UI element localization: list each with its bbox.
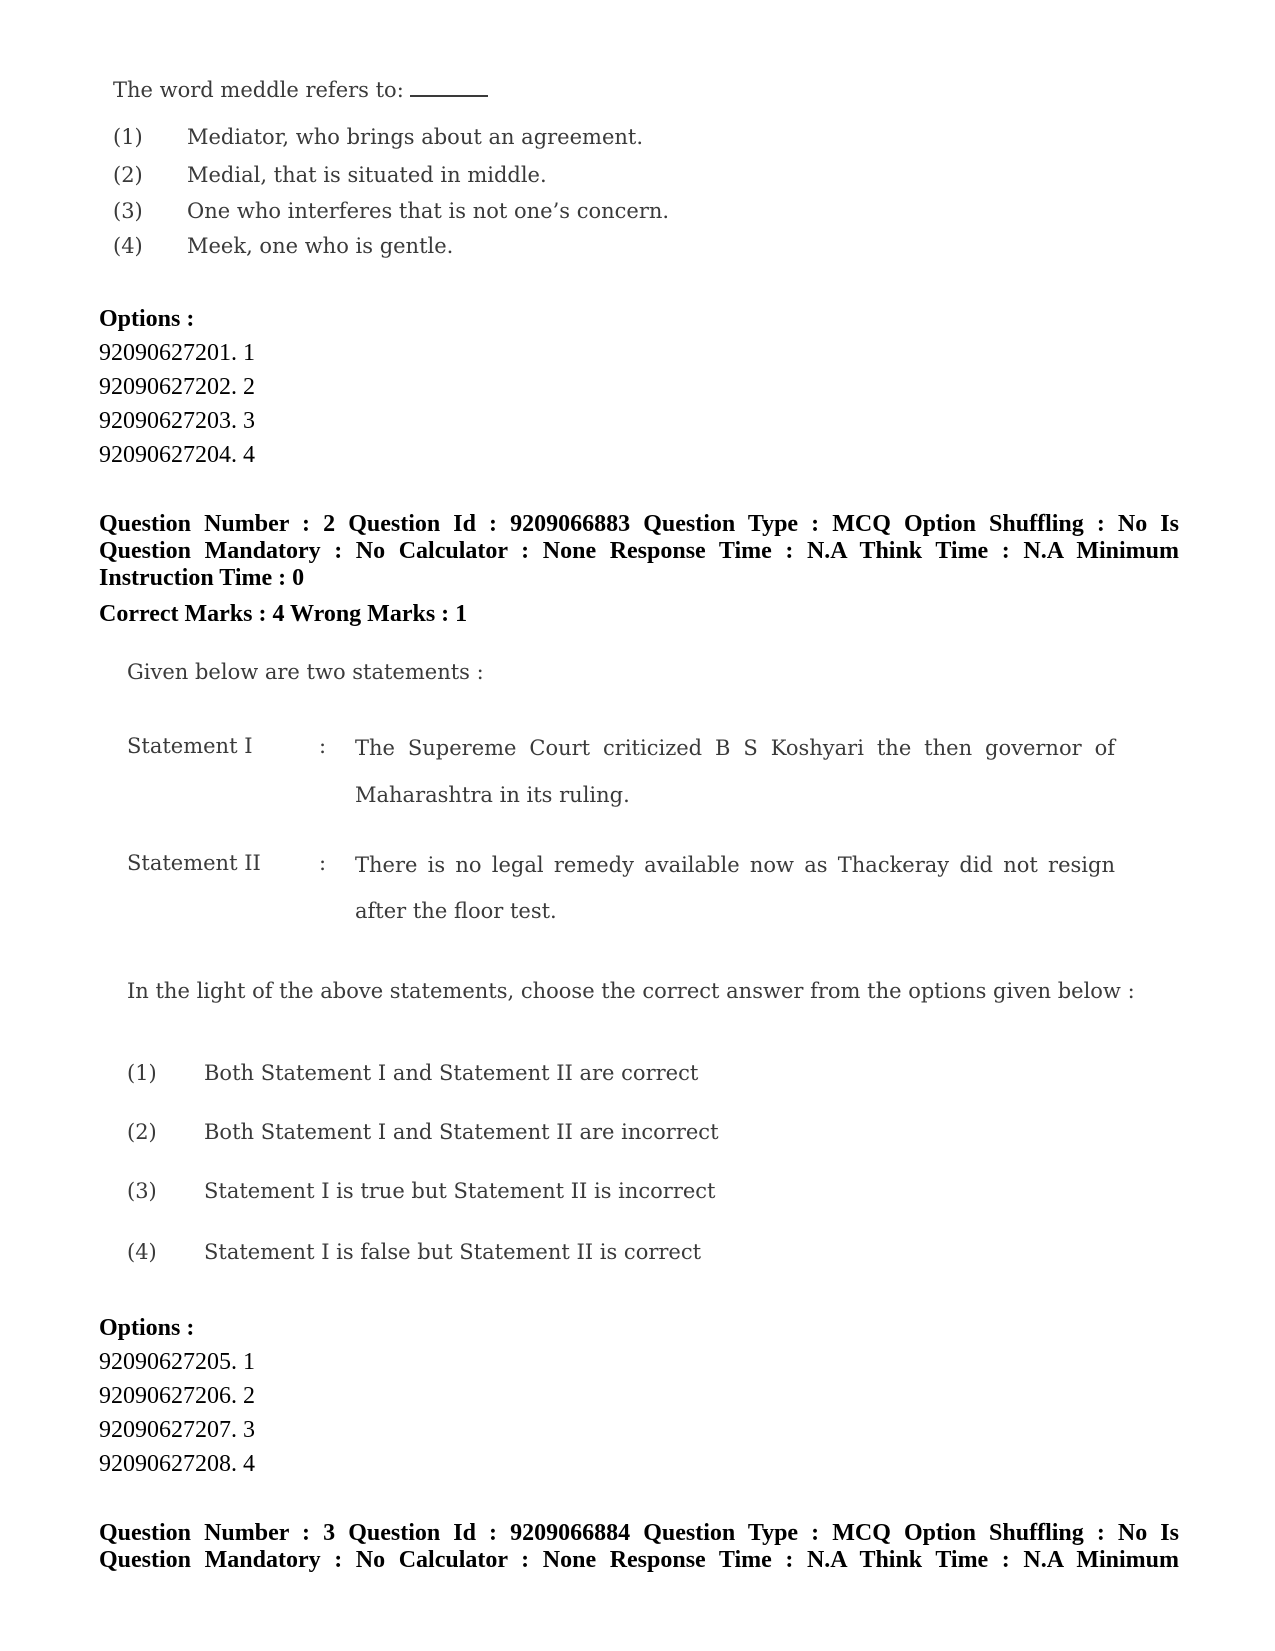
statement-text: after the floor test. [355,899,557,923]
q2-instruction: In the light of the above statements, choose the correct answer from the options given below : [127,979,1135,1003]
q1-option: 92090627203. 3 [99,408,255,434]
statement-text: There is no legal remedy available now as Thackeray did not resign [355,853,1115,877]
q2-choice-text: Both Statement I and Statement II are incorrect [204,1120,719,1144]
q1-choice-text: Medial, that is situated in middle. [187,163,547,187]
q2-choice-text: Statement I is true but Statement II is incorrect [204,1179,716,1203]
q3-meta [99,1520,1179,1574]
q1-option: 92090627204. 4 [99,442,255,468]
q2-option: 92090627208. 4 [99,1451,255,1477]
statement-label: Statement II [127,851,261,875]
q2-option: 92090627205. 1 [99,1349,255,1375]
q2-choice-num: (3) [127,1179,157,1203]
q2-options-label: Options : [99,1315,195,1341]
q2-marks: Correct Marks : 4 Wrong Marks : 1 [99,601,468,627]
statement-colon: : [319,851,327,875]
q2-choice-num: (1) [127,1061,157,1085]
q2-option: 92090627206. 2 [99,1383,255,1409]
q1-option: 92090627201. 1 [99,340,255,366]
q1-choice-num: (4) [113,234,143,258]
q1-stem-text: The word meddle refers to: [113,78,404,102]
q2-intro: Given below are two statements : [127,660,484,684]
q1-choice-num: (3) [113,199,143,223]
q1-stem [113,80,488,101]
q1-choice-text: Mediator, who brings about an agreement. [187,125,644,149]
q1-choice-text: Meek, one who is gentle. [187,234,454,258]
q2-meta-line: Question Number : 2 Question Id : 9209066883 Question Type : MCQ Option Shuffling : No Is [99,511,1179,537]
answer-blank [410,94,488,97]
q1-choice-num: (2) [113,163,143,187]
statement-label: Statement I [127,734,253,758]
q2-meta-line: Instruction Time : 0 [99,565,305,591]
q2-choice-num: (2) [127,1120,157,1144]
q1-options-label: Options : [99,306,195,332]
q3-meta-line: Question Number : 3 Question Id : 9209066884 Question Type : MCQ Option Shuffling : No Is [99,1520,1179,1546]
q2-meta-line: Question Mandatory : No Calculator : None Response Time : N.A Think Time : N.A Minimum [99,538,1179,564]
q2-choice-num: (4) [127,1240,157,1264]
q2-choice-text: Both Statement I and Statement II are correct [204,1061,699,1085]
q2-choice-text: Statement I is false but Statement II is correct [204,1240,702,1264]
statement-colon: : [319,734,327,758]
q1-choice-text: One who interferes that is not one’s concern. [187,199,670,223]
q2-option: 92090627207. 3 [99,1417,255,1443]
q1-option: 92090627202. 2 [99,374,255,400]
q3-meta-line: Question Mandatory : No Calculator : None Response Time : N.A Think Time : N.A Minimum [99,1547,1179,1573]
q1-choice-num: (1) [113,125,143,149]
statement-text: The Supereme Court criticized B S Koshyari the then governor of [355,736,1115,760]
q2-meta [99,511,1179,592]
statement-text: Maharashtra in its ruling. [355,783,630,807]
